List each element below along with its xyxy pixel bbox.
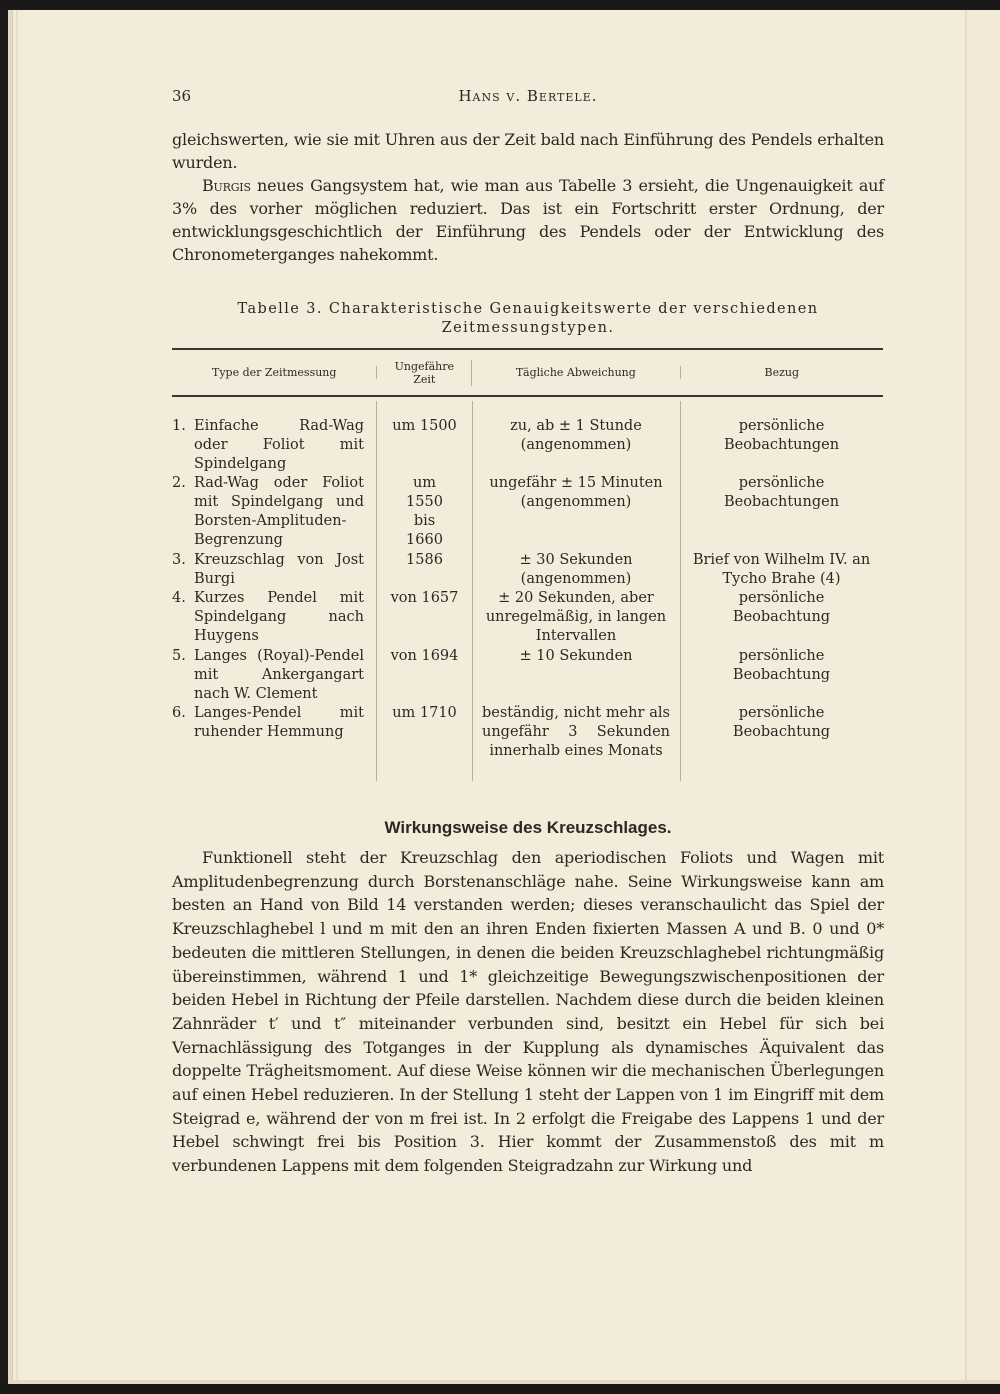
section-heading: Wirkungsweise des Kreuzschlages. bbox=[384, 818, 672, 837]
row-number: 6. bbox=[172, 705, 186, 721]
facing-page-strip bbox=[967, 10, 1000, 1384]
row-type: Langes-Pendel mit ruhender Hemmung bbox=[194, 705, 364, 740]
row-type: Kreuzschlag von Jost Burgi bbox=[194, 552, 364, 587]
row-bezug: persönliche Beobachtungen bbox=[723, 475, 840, 510]
table-row bbox=[172, 551, 883, 589]
page-number: 36 bbox=[172, 87, 192, 105]
row-number: 3. bbox=[172, 552, 186, 568]
row-bezug: persönliche Beobachtung bbox=[732, 705, 831, 740]
row-bezug: persönliche Beobachtungen bbox=[723, 418, 840, 453]
table-body bbox=[172, 397, 883, 787]
row-number: 1. bbox=[172, 418, 186, 434]
running-head bbox=[172, 87, 884, 109]
row-number: 5. bbox=[172, 648, 186, 664]
row-bezug: persönliche Beobachtung bbox=[732, 648, 831, 683]
row-zeit: von 1657 bbox=[390, 590, 459, 606]
row-zeit: um 1500 bbox=[392, 418, 457, 434]
intro-paragraph-continuation: gleichswerten, wie sie mit Uhren aus der Zeit bald nach Einführung des Pendels erhalten wurden. bbox=[172, 130, 884, 172]
scan-bottom-border bbox=[0, 1384, 1000, 1394]
scan-top-border bbox=[0, 0, 1000, 10]
row-abweichung: ± 10 Sekunden bbox=[519, 648, 633, 664]
author-name-burgi: Burgis bbox=[202, 176, 251, 195]
header-bezug: Bezug bbox=[764, 366, 800, 379]
accuracy-table bbox=[172, 348, 883, 787]
row-type: Einfache Rad-Wag oder Foliot mit Spindelgang bbox=[194, 418, 364, 472]
row-zeit: um 1710 bbox=[392, 705, 457, 721]
row-bezug: persönliche Beobachtung bbox=[732, 590, 831, 625]
row-number: 4. bbox=[172, 590, 186, 606]
row-number: 2. bbox=[172, 475, 186, 491]
table-row bbox=[172, 647, 883, 704]
table-caption-line-1: Tabelle 3. Charakteristische Genauigkeitswerte der verschiedenen bbox=[237, 301, 819, 317]
row-abweichung: ungefähr ± 15 Minuten (angenommen) bbox=[489, 475, 663, 510]
header-type: Type der Zeitmessung bbox=[172, 366, 377, 379]
table-row bbox=[172, 589, 883, 647]
row-abweichung: zu, ab ± 1 Stunde (angenommen) bbox=[510, 418, 642, 453]
row-abweichung: ± 30 Sekunden (angenommen) bbox=[519, 552, 633, 587]
row-zeit: um 1550 bis 1660 bbox=[406, 475, 443, 548]
intro-paragraph-burgi-text: neues Gangsystem hat, wie man aus Tabelle 3 ersieht, die Ungenauigkeit auf 3% des vorher möglichen reduziert. Das ist ein Fortschritt erster Ordnung, der entwicklungsgeschichtlich der Einführung des Pendels oder der Entwicklung des Chronometerganges nahekommt. bbox=[172, 176, 884, 264]
intro-paragraph-burgi bbox=[172, 174, 884, 266]
page-edge-left bbox=[8, 10, 13, 1384]
row-type: Rad-Wag oder Foliot mit Spindelgang und Borsten-Amplituden-Begrenzung bbox=[194, 475, 364, 548]
table-header-row bbox=[172, 350, 883, 395]
running-head-author: Hans v. Bertele. bbox=[458, 87, 598, 105]
row-type: Kurzes Pendel mit Spindelgang nach Huygens bbox=[194, 590, 364, 644]
table-row bbox=[172, 417, 883, 474]
row-zeit: 1586 bbox=[406, 552, 443, 568]
row-abweichung: ± 20 Sekunden, aber unregelmäßig, in langen Intervallen bbox=[485, 590, 667, 644]
header-zeit: Ungefähre Zeit bbox=[377, 360, 472, 386]
table-caption-line-2: Zeitmessungstypen. bbox=[441, 320, 615, 336]
table-row bbox=[172, 704, 883, 780]
header-abweichung: Tägliche Abweichung bbox=[472, 366, 680, 379]
row-bezug: Brief von Wilhelm IV. an Tycho Brahe (4) bbox=[692, 552, 871, 587]
row-zeit: von 1694 bbox=[390, 648, 459, 664]
row-abweichung: beständig, nicht mehr als ungefähr 3 Sekunden innerhalb eines Monats bbox=[482, 705, 670, 759]
page-edge-left-inner bbox=[16, 10, 18, 1380]
body-paragraph: Funktionell steht der Kreuzschlag den aperiodischen Foliots und Wagen mit Amplitudenbegrenzung durch Borstenanschläge nahe. Seine Wirkungsweise kann am besten an Hand von Bild 14 verstanden werden; dieses veranschaulicht das Spiel der Kreuzschlaghebel l und m mit den an ihren Enden fixierten Massen A und B. 0 und 0* bedeuten die mittleren Stellungen, in denen die beiden Kreuzschlaghebel richtungmäßig übereinstimmen, während 1 und 1* gleichzeitige Bewegungszwischenpositionen der beiden Hebel in Richtung der Pfeile darstellen. Nachdem diese durch die beiden kleinen Zahnräder t′ und t″ miteinander verbunden sind, besitzt ein Hebel für sich bei Vernachlässigung des Totganges in der Kupplung als dynamisches Äquivalent das doppelte Trägheitsmoment. Auf diese Weise können wir die mechanischen Überlegungen auf einen Hebel reduzieren. In der Stellung 1 steht der Lappen von 1 im Eingriff mit dem Steigrad e, während der von m frei ist. In 2 erfolgt die Freigabe des Lappens 1 und der Hebel schwingt frei bis Position 3. Hier kommt der Zusammenstoß des mit m verbundenen Lappens mit dem folgenden Steigradzahn zur Wirkung und bbox=[172, 848, 884, 1176]
row-type: Langes (Royal)-Pendel mit Ankergangart nach W. Clement bbox=[194, 648, 364, 702]
table-caption bbox=[172, 300, 884, 338]
table-row bbox=[172, 474, 883, 551]
